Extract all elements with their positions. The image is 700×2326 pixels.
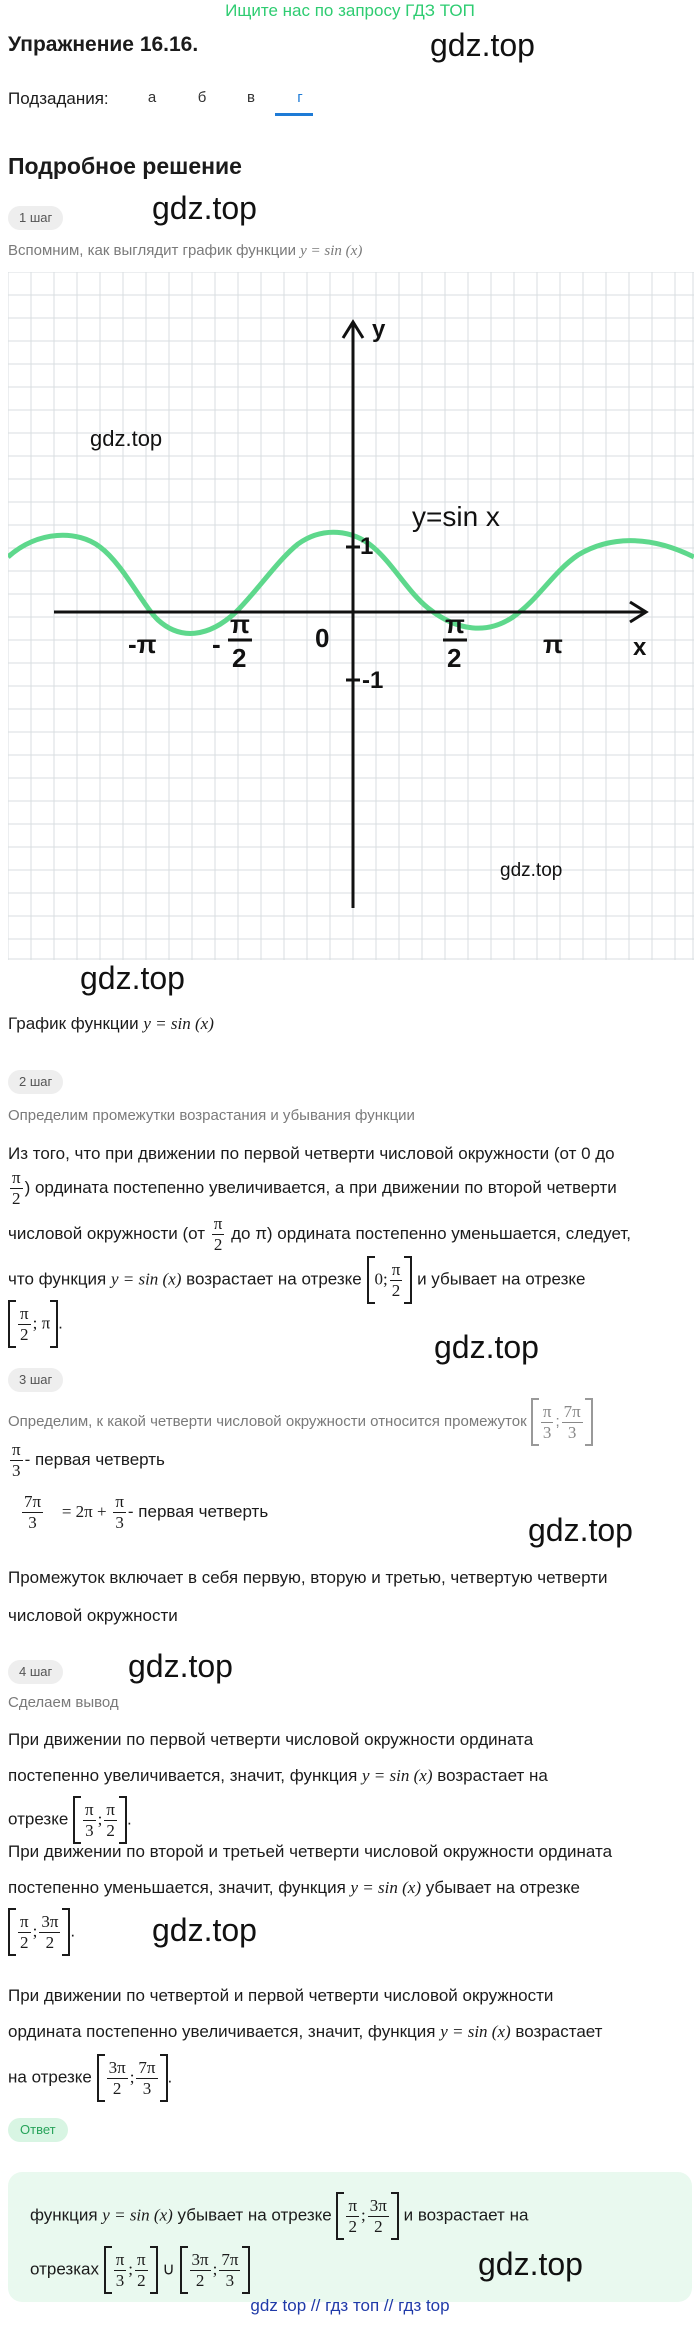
tick-label-half-pi-den: 2 xyxy=(447,643,462,673)
graph-grid xyxy=(8,272,694,960)
watermark: gdz.top xyxy=(128,1648,233,1684)
step-3-line-4: числовой окружности xyxy=(8,1606,178,1625)
step-3-description: Определим, к какой четверти числовой окружности относится промежуток $\frac{\pi}{3}$ ; $\frac{7\pi}{3}$ xyxy=(8,1398,593,1446)
curve-label: y=sin x xyxy=(412,501,500,532)
step-2-line-4: что функция y = sin (x) возрастает на отрезке 0; $\frac{\pi}{2}$ и убывает на отрезке xyxy=(8,1256,585,1304)
watermark: gdz.top xyxy=(478,2246,583,2282)
sine-graph xyxy=(8,272,694,960)
step-4-p3-line-1: При движении по четвертой и первой четверти числовой окружности xyxy=(8,1986,554,2005)
watermark: gdz.top xyxy=(434,1329,539,1365)
step-4-p1-line-1: При движении по первой четверти числовой окружности ордината xyxy=(8,1730,534,1749)
watermark: gdz.top xyxy=(528,1512,633,1548)
origin-label: 0 xyxy=(315,623,330,653)
tab-v[interactable]: в xyxy=(247,89,255,106)
step-4-p3-line-2: ордината постепенно увеличивается, значит, функция y = sin (x) возрастает xyxy=(8,2022,603,2041)
tab-b[interactable]: б xyxy=(197,89,207,106)
step-3-badge: 3 шаг xyxy=(8,1368,63,1392)
tick-label-1: 1 xyxy=(360,533,374,560)
watermark: gdz.top xyxy=(152,190,257,226)
step-4-badge: 4 шаг xyxy=(8,1660,63,1684)
step-2-line-2: $\frac{\pi}{2}$ ) ордината постепенно увеличивается, а при движении по второй четверти xyxy=(12,1168,617,1208)
tick-label-minus-half-pi-num: π xyxy=(230,609,250,639)
step-2-badge: 2 шаг xyxy=(8,1070,63,1094)
watermark: gdz.top xyxy=(500,860,563,881)
footer-links[interactable]: gdz top // гдз топ // гдз top xyxy=(250,2296,450,2315)
active-tab-indicator xyxy=(275,113,313,116)
tick-label-half-pi-num: π xyxy=(445,609,465,639)
step-1-description: Вспомним, как выглядит график функции y = sin (x) xyxy=(8,242,363,259)
graph-caption: График функции y = sin (x) xyxy=(8,1014,214,1033)
step-2-line-1: Из того, что при движении по первой четверти числовой окружности (от 0 до xyxy=(8,1144,615,1163)
step-3-line-1: $\frac{\pi}{3}$ - первая четверть xyxy=(12,1440,165,1480)
step-3-line-2: $\frac{7\pi}{3}$ = 2π + $\frac{\pi}{3}$ - первая четверть xyxy=(24,1492,269,1532)
step-2-line-3: числовой окружности (от $\frac{\pi}{2}$ до π) ордината постепенно уменьшается, следует, xyxy=(8,1214,631,1254)
section-title: Подробное решение xyxy=(8,153,242,179)
watermark: gdz.top xyxy=(90,426,163,451)
tab-a[interactable]: а xyxy=(147,89,157,106)
step-4-p1-line-3: отрезке $\frac{\pi}{3}$ ; $\frac{\pi}{2}$ . xyxy=(8,1796,132,1844)
watermark: gdz.top xyxy=(152,1912,257,1948)
step-4-p2-line-1: При движении по второй и третьей четверти числовой окружности ордината xyxy=(8,1842,613,1861)
step-1-badge: 1 шаг xyxy=(8,206,63,230)
step-2-description: Определим промежутки возрастания и убывания функции xyxy=(8,1107,415,1124)
step-4-p3-line-3: на отрезке $\frac{3\pi}{2}$ ; $\frac{7\pi}{3}$ . xyxy=(8,2054,172,2102)
tick-label-minus-1: -1 xyxy=(362,667,384,694)
tick-label-minus-sign: - xyxy=(212,629,221,659)
subtasks-label: Подзадания: xyxy=(8,89,109,108)
x-axis-label: x xyxy=(633,634,647,661)
tick-label-minus-pi: -π xyxy=(128,629,157,659)
step-4-p1-line-2: постепенно увеличивается, значит, функция y = sin (x) возрастает на xyxy=(8,1766,548,1785)
tab-g[interactable]: г xyxy=(297,89,303,106)
tick-label-minus-half-pi-den: 2 xyxy=(232,643,247,673)
tick-label-pi: π xyxy=(543,629,563,659)
answer-badge: Ответ xyxy=(8,2118,68,2142)
step-4-description: Сделаем вывод xyxy=(8,1694,119,1711)
top-banner[interactable]: Ищите нас по запросу ГДЗ ТОП xyxy=(225,1,475,20)
step-4-p2-line-3: $\frac{\pi}{2}$ ; $\frac{3\pi}{2}$ . xyxy=(8,1908,75,1956)
watermark: gdz.top xyxy=(80,960,185,996)
step-4-p2-line-2: постепенно уменьшается, значит, функция y = sin (x) убывает на отрезке xyxy=(8,1878,580,1897)
watermark: gdz.top xyxy=(430,27,535,63)
step-3-line-3: Промежуток включает в себя первую, вторую и третью, четвертую четверти xyxy=(8,1568,608,1587)
exercise-title: Упражнение 16.16. xyxy=(8,33,199,56)
answer-line-2: отрезках $\frac{\pi}{3}$ ; $\frac{\pi}{2}$ ∪ $\frac{3\pi}{2}$ ; $\frac{7\pi}{3}$ xyxy=(30,2246,250,2294)
y-axis-label: y xyxy=(372,316,386,343)
answer-line-1: функция y = sin (x) убывает на отрезке $\frac{\pi}{2}$ ; $\frac{3\pi}{2}$ и возрастает на xyxy=(30,2192,528,2240)
step-2-line-5: $\frac{\pi}{2}$ ; π . xyxy=(8,1300,63,1348)
